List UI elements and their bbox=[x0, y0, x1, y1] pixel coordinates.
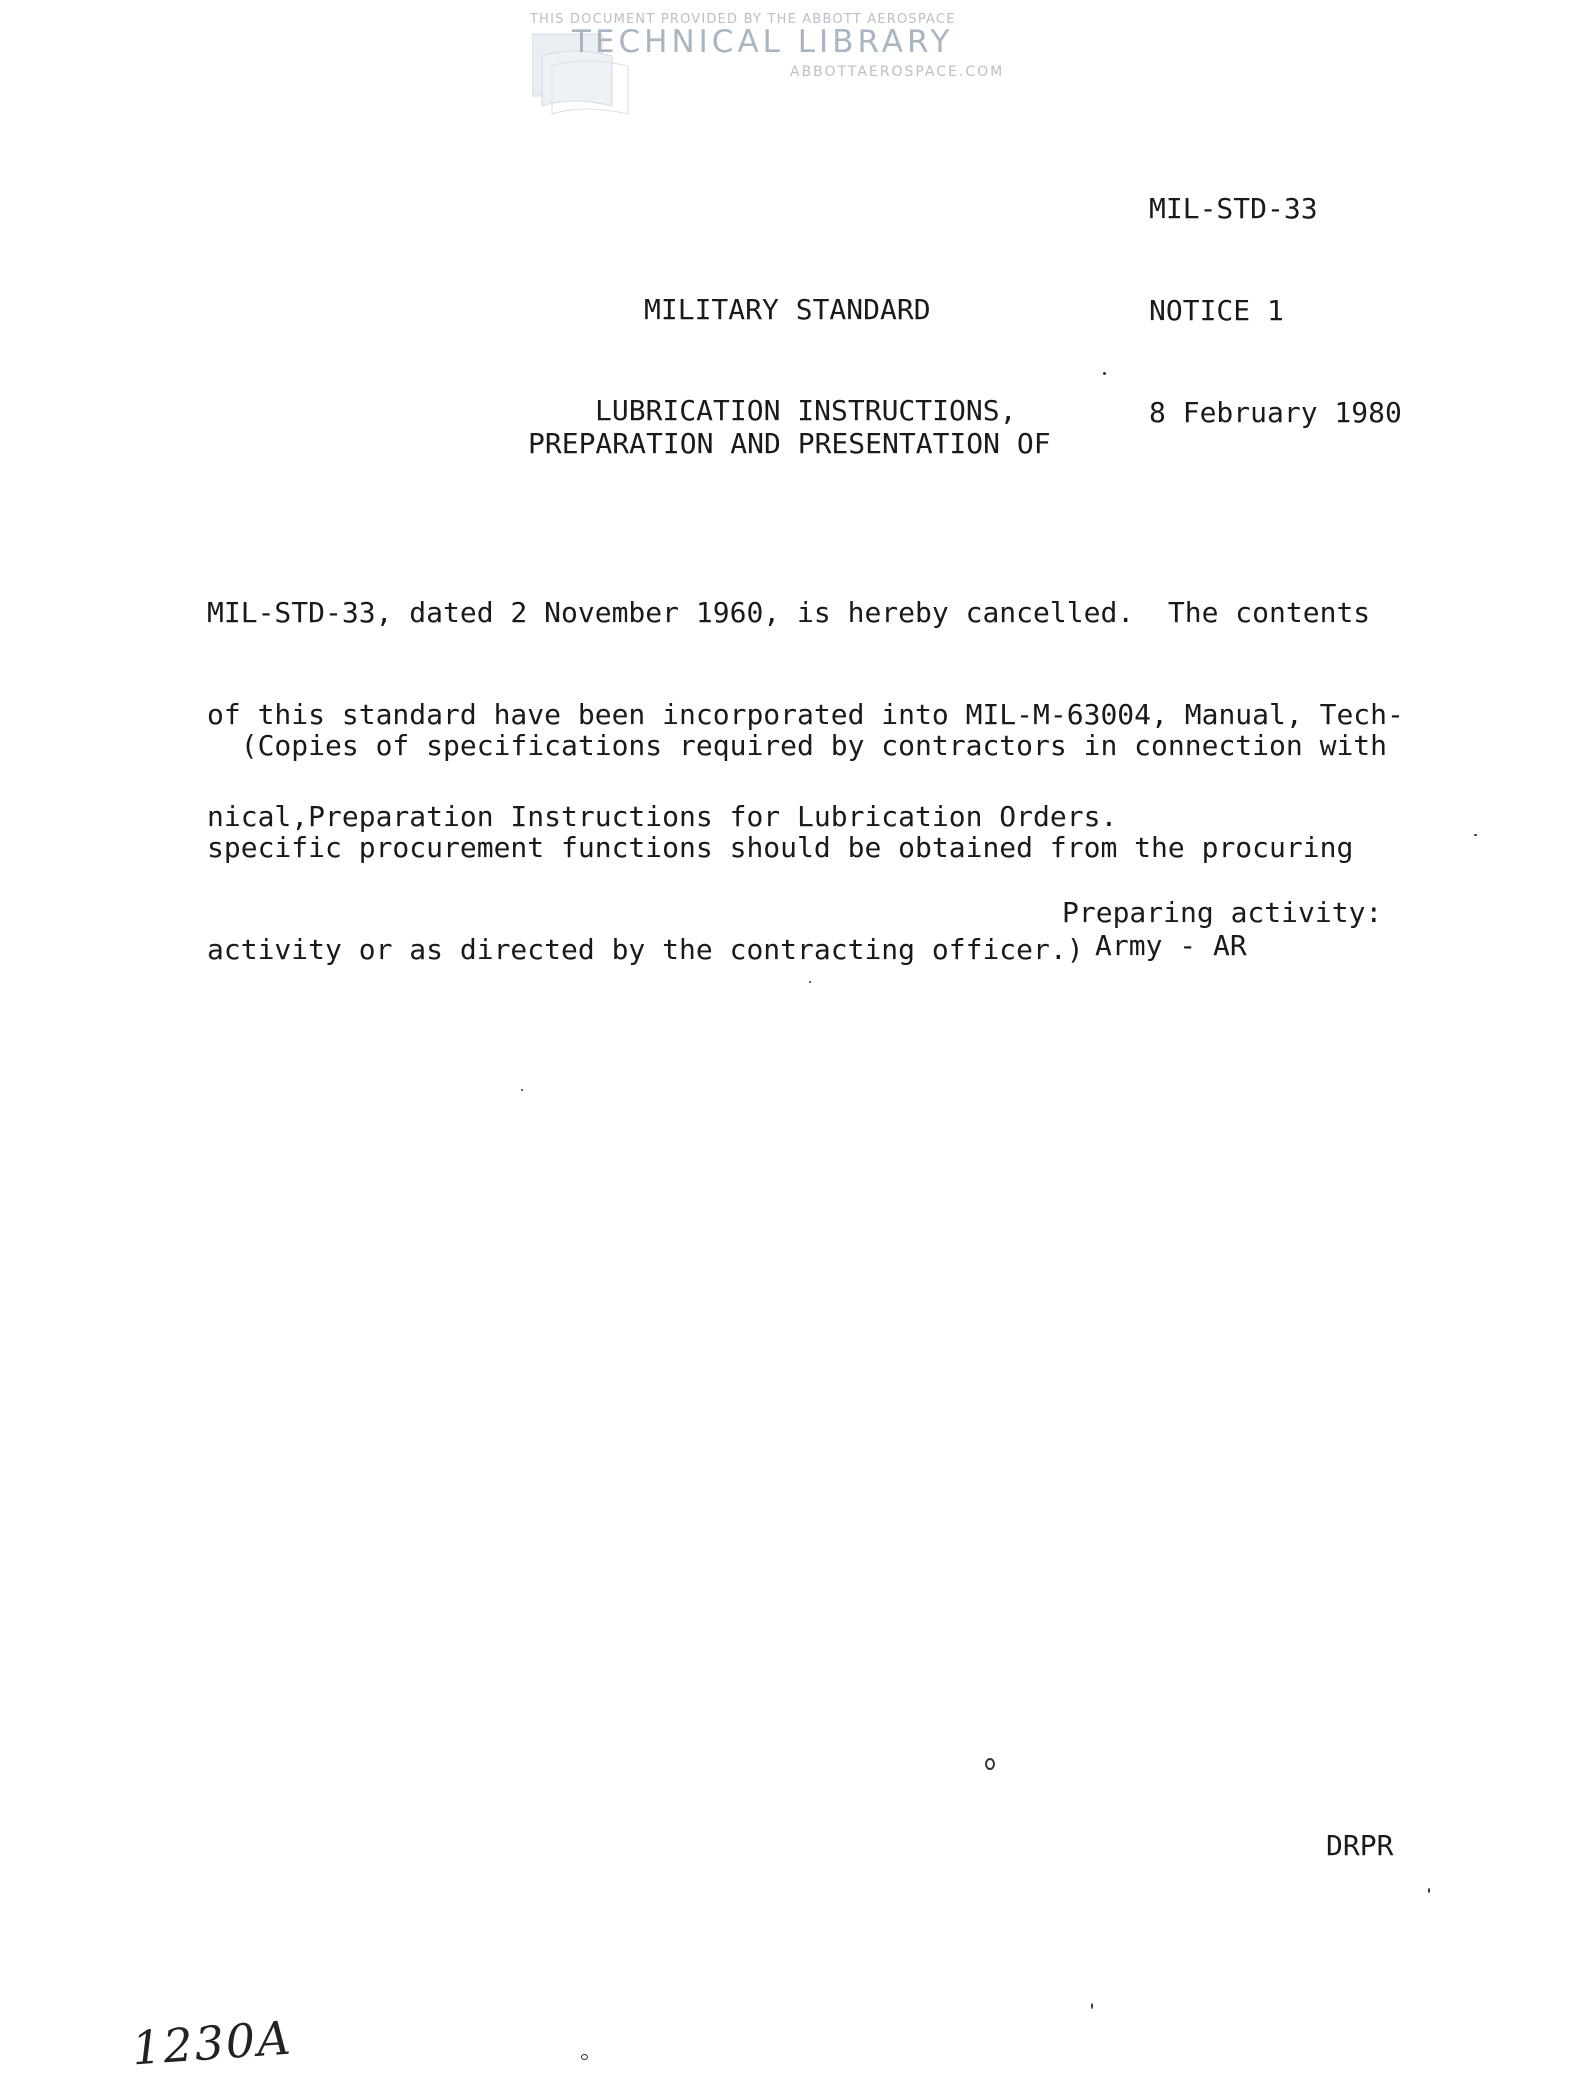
document-type-title: MILITARY STANDARD bbox=[644, 293, 931, 326]
scan-speck bbox=[985, 1758, 995, 1770]
watermark-logo bbox=[520, 6, 1050, 110]
preparing-activity-value: Army - AR bbox=[1095, 929, 1247, 962]
paragraph-line: of this standard have been incorporated into MIL-M-63004, Manual, Tech- bbox=[207, 698, 1404, 731]
doc-number: MIL-STD-33 bbox=[1149, 192, 1318, 225]
paragraph-line: (Copies of specifications required by contractors in connection with bbox=[207, 729, 1388, 762]
scan-speck bbox=[1091, 2003, 1093, 2009]
scan-speck bbox=[1474, 834, 1477, 836]
document-title-line-1: LUBRICATION INSTRUCTIONS, bbox=[595, 394, 1017, 427]
paragraph-line: nical,Preparation Instructions for Lubrication Orders. bbox=[207, 800, 1118, 833]
scan-speck bbox=[809, 981, 811, 983]
watermark-website: ABBOTTAEROSPACE.COM bbox=[790, 64, 1005, 80]
scan-speck bbox=[1428, 1888, 1430, 1893]
footer-code: DRPR bbox=[1326, 1829, 1394, 1862]
paragraph-line: MIL-STD-33, dated 2 November 1960, is hereby cancelled. The contents bbox=[207, 596, 1371, 629]
scan-speck bbox=[521, 1089, 523, 1091]
watermark-provided-by: THIS DOCUMENT PROVIDED BY THE ABBOTT AEROSPACE bbox=[530, 12, 956, 27]
preparing-activity-label: Preparing activity: bbox=[1062, 896, 1383, 929]
scan-speck bbox=[581, 2054, 588, 2060]
paragraph-line: activity or as directed by the contracting officer.) bbox=[207, 933, 1084, 966]
scan-speck bbox=[1103, 372, 1106, 375]
watermark-library-name: TECHNICAL LIBRARY bbox=[572, 24, 954, 60]
paragraph-line: specific procurement functions should be obtained from the procuring bbox=[207, 831, 1354, 864]
handwritten-note: 1230A bbox=[130, 2010, 294, 2076]
document-header bbox=[1149, 124, 1402, 464]
notice-number: NOTICE 1 bbox=[1149, 294, 1284, 327]
document-title-line-2: PREPARATION AND PRESENTATION OF bbox=[528, 427, 1051, 460]
notice-date: 8 February 1980 bbox=[1149, 396, 1402, 429]
